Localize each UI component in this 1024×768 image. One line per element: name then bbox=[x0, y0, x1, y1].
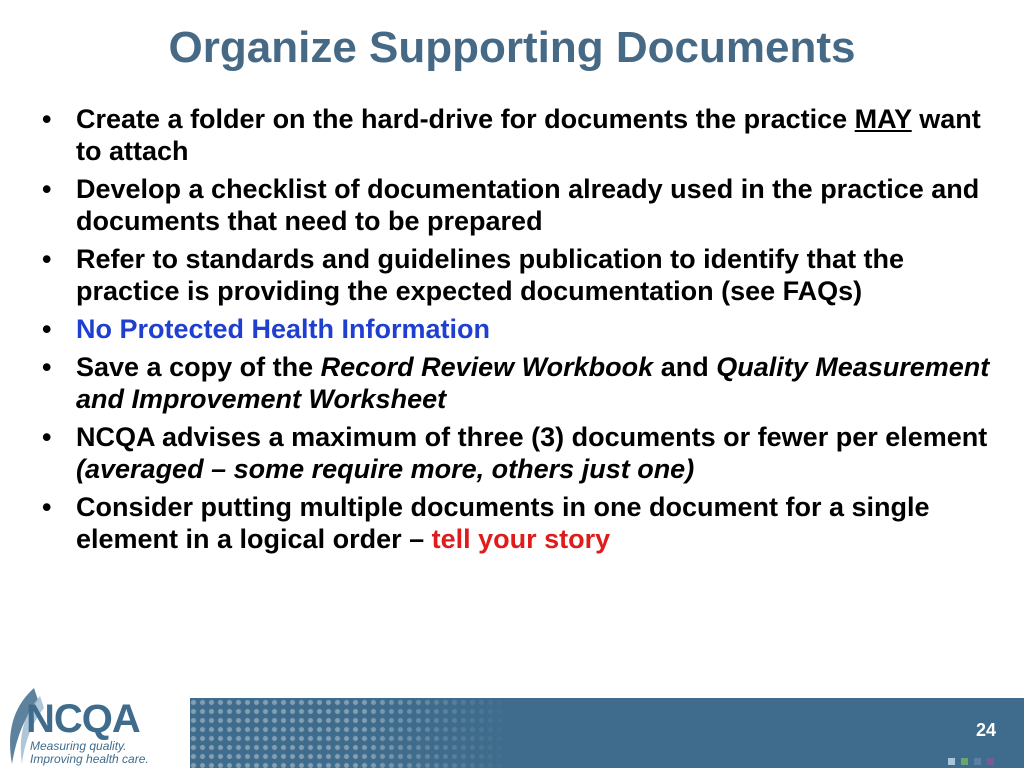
bullet-item bbox=[40, 173, 1000, 237]
bullet-item bbox=[40, 313, 1000, 345]
bullet-text: Quality Measurement and Improvement Worksheet bbox=[76, 352, 990, 414]
bullet-item bbox=[40, 243, 1000, 307]
indicator-dot-4 bbox=[987, 758, 994, 765]
bullet-text: tell your story bbox=[431, 524, 611, 554]
page-number: 24 bbox=[975, 720, 996, 740]
bullet-dot-icon: • bbox=[42, 352, 52, 382]
bullet-list bbox=[40, 103, 1000, 561]
bullet-item bbox=[40, 351, 1000, 415]
bullet-text: Save a copy of the bbox=[76, 352, 321, 382]
bullet-dot-icon: • bbox=[42, 244, 52, 274]
indicator-dot-2 bbox=[961, 758, 968, 765]
bullet-text: Record Review Workbook bbox=[320, 352, 654, 382]
bullet-text: Refer to standards and guidelines publication to identify that the practice is providing the expected documentation (see FAQs) bbox=[76, 244, 905, 306]
bullet-text: and bbox=[653, 352, 717, 382]
page-indicator-dots bbox=[942, 752, 1002, 760]
bullet-text: want to attach bbox=[76, 104, 981, 166]
bullet-dot-icon: • bbox=[42, 174, 52, 204]
indicator-dot-3 bbox=[974, 758, 981, 765]
bullet-item bbox=[40, 421, 1000, 485]
bullet-text: MAY bbox=[854, 104, 912, 134]
bullet-text: Create a folder on the hard-drive for documents the practice bbox=[76, 104, 855, 134]
bullet-item bbox=[40, 491, 1000, 555]
bullet-text: Develop a checklist of documentation already used in the practice and documents that need to be prepared bbox=[76, 174, 980, 236]
tagline-line-1: Measuring quality. bbox=[30, 739, 127, 753]
footer-fade bbox=[180, 698, 510, 768]
ncqa-logo-text: NCQA bbox=[26, 697, 140, 741]
indicator-dot-1 bbox=[948, 758, 955, 765]
tagline-line-2: Improving health care. bbox=[30, 752, 149, 766]
bullet-dot-icon: • bbox=[42, 422, 52, 452]
bullet-text: Consider putting multiple documents in one document for a single element in a logical order – bbox=[76, 492, 930, 554]
bullet-dot-icon: • bbox=[42, 104, 52, 134]
ncqa-tagline bbox=[30, 740, 149, 766]
slide-title: Organize Supporting Documents bbox=[168, 23, 856, 72]
bullet-item bbox=[40, 103, 1000, 167]
bullet-text: (averaged – some require more, others just one) bbox=[76, 454, 695, 484]
bullet-dot-icon: • bbox=[42, 492, 52, 522]
bullet-dot-icon: • bbox=[42, 314, 52, 344]
bullet-text: No Protected Health Information bbox=[76, 314, 491, 344]
bullet-text: NCQA advises a maximum of three (3) documents or fewer per element bbox=[76, 422, 988, 452]
